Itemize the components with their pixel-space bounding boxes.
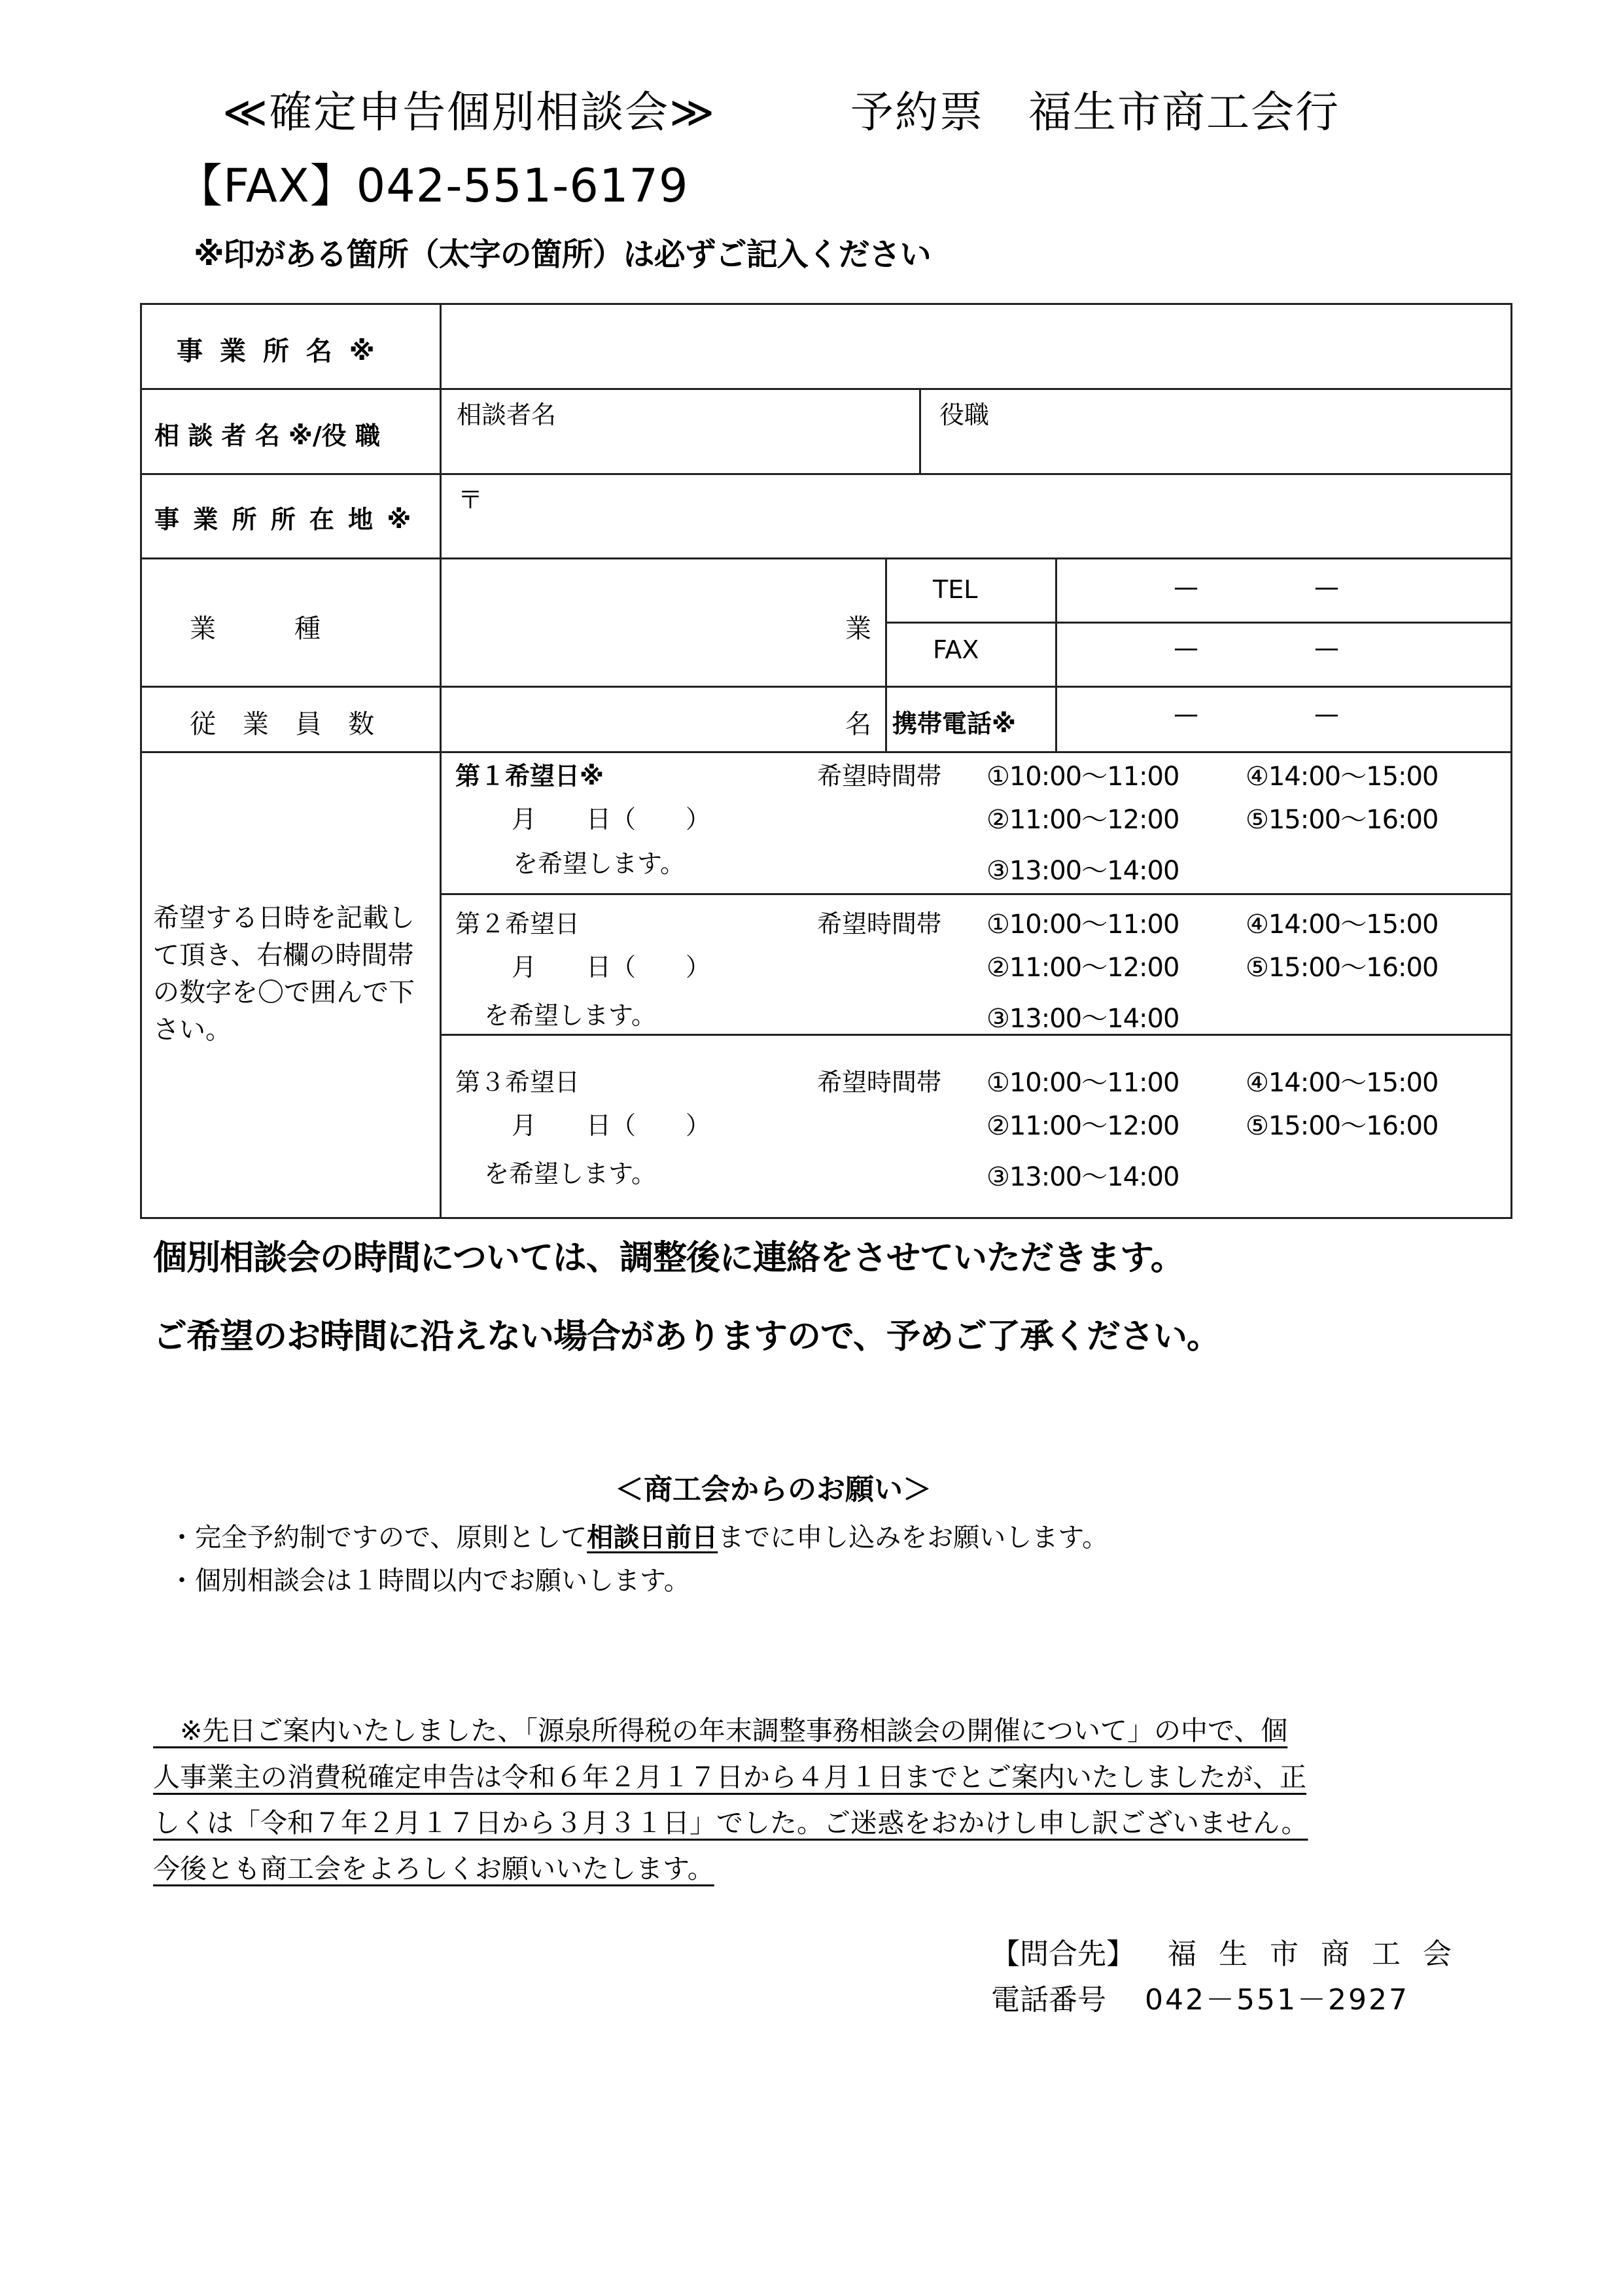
mobile-input[interactable]: [1058, 688, 1510, 750]
correction-line-3: しくは「令和７年２月１７日から３月３１日」でした。ご迷惑をおかけし申し訳ございません。: [153, 1807, 1308, 1839]
fax-input[interactable]: [1058, 624, 1510, 684]
wish-date-input[interactable]: 月 日（ ）: [512, 953, 711, 981]
time-slot-2[interactable]: ②11:00～12:00: [986, 1111, 1179, 1141]
contact-label: 【問合先】: [991, 1937, 1135, 1971]
wish-title: 第２希望日: [455, 910, 580, 938]
form-title: ≪確定申告個別相談会≫: [222, 87, 716, 137]
time-slot-3[interactable]: ③13:00～14:00: [986, 1162, 1179, 1192]
contact-phone-label: 電話番号: [991, 1983, 1106, 2017]
mobile-dash-1: —: [1174, 699, 1198, 728]
correction-line-1: ※先日ご案内いたしました、「源泉所得税の年末調整事務相談会の開催について」の中で、個: [153, 1715, 1288, 1746]
position-input[interactable]: [922, 391, 1510, 472]
time-slot-4[interactable]: ④14:00～15:00: [1246, 910, 1439, 940]
col-divider: [1055, 557, 1057, 751]
row-divider: [140, 686, 1512, 688]
tel-input[interactable]: [1058, 560, 1510, 620]
wish-suffix: を希望します。: [484, 1001, 656, 1030]
business-name-input[interactable]: [442, 306, 1510, 387]
requests-title: ＜商工会からのお願い＞: [615, 1473, 932, 1506]
correction-line-2: 人事業主の消費税確定申告は令和６年２月１７日から４月１日までとご案内いたしましたが、正: [153, 1761, 1306, 1793]
time-slot-3[interactable]: ③13:00～14:00: [986, 856, 1179, 886]
row-divider: [140, 557, 1512, 559]
row-divider: [885, 622, 1512, 624]
mobile-label: 携帯電話※: [892, 709, 1016, 738]
employees-input[interactable]: [442, 688, 883, 750]
request-item-1-before: ・完全予約制ですので、原則として: [169, 1523, 587, 1553]
time-slot-1[interactable]: ①10:00～11:00: [986, 1068, 1179, 1098]
contact-org: 福 生 市 商 工 会: [1168, 1937, 1458, 1971]
request-item-1-after: までに申し込みをお願いします。: [718, 1523, 1109, 1553]
correction-line-4: 今後とも商工会をよろしくお願いいたします。: [153, 1853, 714, 1884]
tel-label: TEL: [933, 575, 978, 604]
wish-instruction: 希望する日時を記載して頂き、右欄の時間帯の数字を〇で囲んで下さい。: [153, 903, 415, 1045]
time-slot-4[interactable]: ④14:00～15:00: [1246, 1068, 1439, 1098]
row-divider: [140, 388, 1512, 390]
time-slot-3[interactable]: ③13:00～14:00: [986, 1004, 1179, 1034]
mobile-dash-2: —: [1314, 699, 1339, 728]
employees-label: 従 業 員 数: [190, 709, 384, 739]
notice-adjustment: 個別相談会の時間については、調整後に連絡をさせていただきます。: [153, 1239, 1184, 1278]
time-slot-5[interactable]: ⑤15:00～16:00: [1246, 953, 1439, 983]
time-slot-1[interactable]: ①10:00～11:00: [986, 910, 1179, 940]
row-divider: [140, 751, 1512, 753]
col-divider: [885, 557, 887, 751]
request-item-2: ・個別相談会は１時間以内でお願いします。: [169, 1566, 690, 1596]
time-label: 希望時間帯: [817, 1068, 942, 1097]
contact-phone: 042－551－2927: [1145, 1983, 1409, 2017]
time-slot-2[interactable]: ②11:00～12:00: [986, 805, 1179, 835]
time-label: 希望時間帯: [817, 910, 942, 938]
wish-suffix: を希望します。: [513, 849, 685, 878]
fax-dash-1: —: [1174, 633, 1198, 662]
col-divider: [440, 303, 442, 1219]
notice-disclaimer: ご希望のお時間に沿えない場合がありますので、予めご了承ください。: [153, 1317, 1220, 1356]
position-caption: 役職: [939, 400, 990, 429]
reservation-form: [140, 303, 1512, 1219]
time-label: 希望時間帯: [817, 762, 942, 790]
time-slot-4[interactable]: ④14:00～15:00: [1246, 762, 1439, 792]
industry-label: 業 種: [190, 614, 321, 644]
tel-dash-2: —: [1314, 573, 1339, 601]
time-slot-1[interactable]: ①10:00～11:00: [986, 762, 1179, 792]
consultant-name-input[interactable]: [442, 391, 917, 472]
address-input[interactable]: [442, 476, 1510, 556]
time-slot-2[interactable]: ②11:00～12:00: [986, 953, 1179, 983]
request-item-1-emphasis: 相談日前日: [587, 1523, 718, 1553]
wish-title: 第１希望日※: [455, 762, 604, 790]
industry-input[interactable]: [442, 560, 883, 684]
row-divider: [440, 1034, 1512, 1036]
wish-suffix: を希望します。: [484, 1159, 656, 1188]
consultant-name-caption: 相談者名: [457, 400, 557, 429]
form-recipient: 予約票 福生市商工会行: [850, 87, 1340, 137]
col-divider: [919, 388, 921, 473]
fax-label: FAX: [933, 635, 979, 664]
employees-suffix: 名: [845, 709, 871, 739]
business-name-label: 事 業 所 名 ※: [177, 336, 379, 366]
time-slot-5[interactable]: ⑤15:00～16:00: [1246, 805, 1439, 835]
request-item-1: [169, 1517, 1108, 1554]
wish-date-input[interactable]: 月 日（ ）: [512, 1111, 711, 1140]
address-label: 事 業 所 所 在 地 ※: [154, 505, 414, 534]
required-note: ※印がある箇所（太字の箇所）は必ずご記入ください: [194, 236, 931, 273]
time-slot-5[interactable]: ⑤15:00～16:00: [1246, 1111, 1439, 1141]
wish-date-input[interactable]: 月 日（ ）: [512, 805, 711, 834]
wish-title: 第３希望日: [455, 1068, 580, 1097]
row-divider: [140, 473, 1512, 475]
postal-mark-icon: 〒: [458, 486, 483, 514]
industry-suffix: 業: [845, 614, 871, 644]
consultant-label: 相 談 者 名 ※/役 職: [154, 421, 380, 450]
fax-dash-2: —: [1314, 633, 1339, 662]
fax-number: 【FAX】042-551-6179: [177, 159, 689, 213]
tel-dash-1: —: [1174, 573, 1198, 601]
row-divider: [440, 893, 1512, 895]
